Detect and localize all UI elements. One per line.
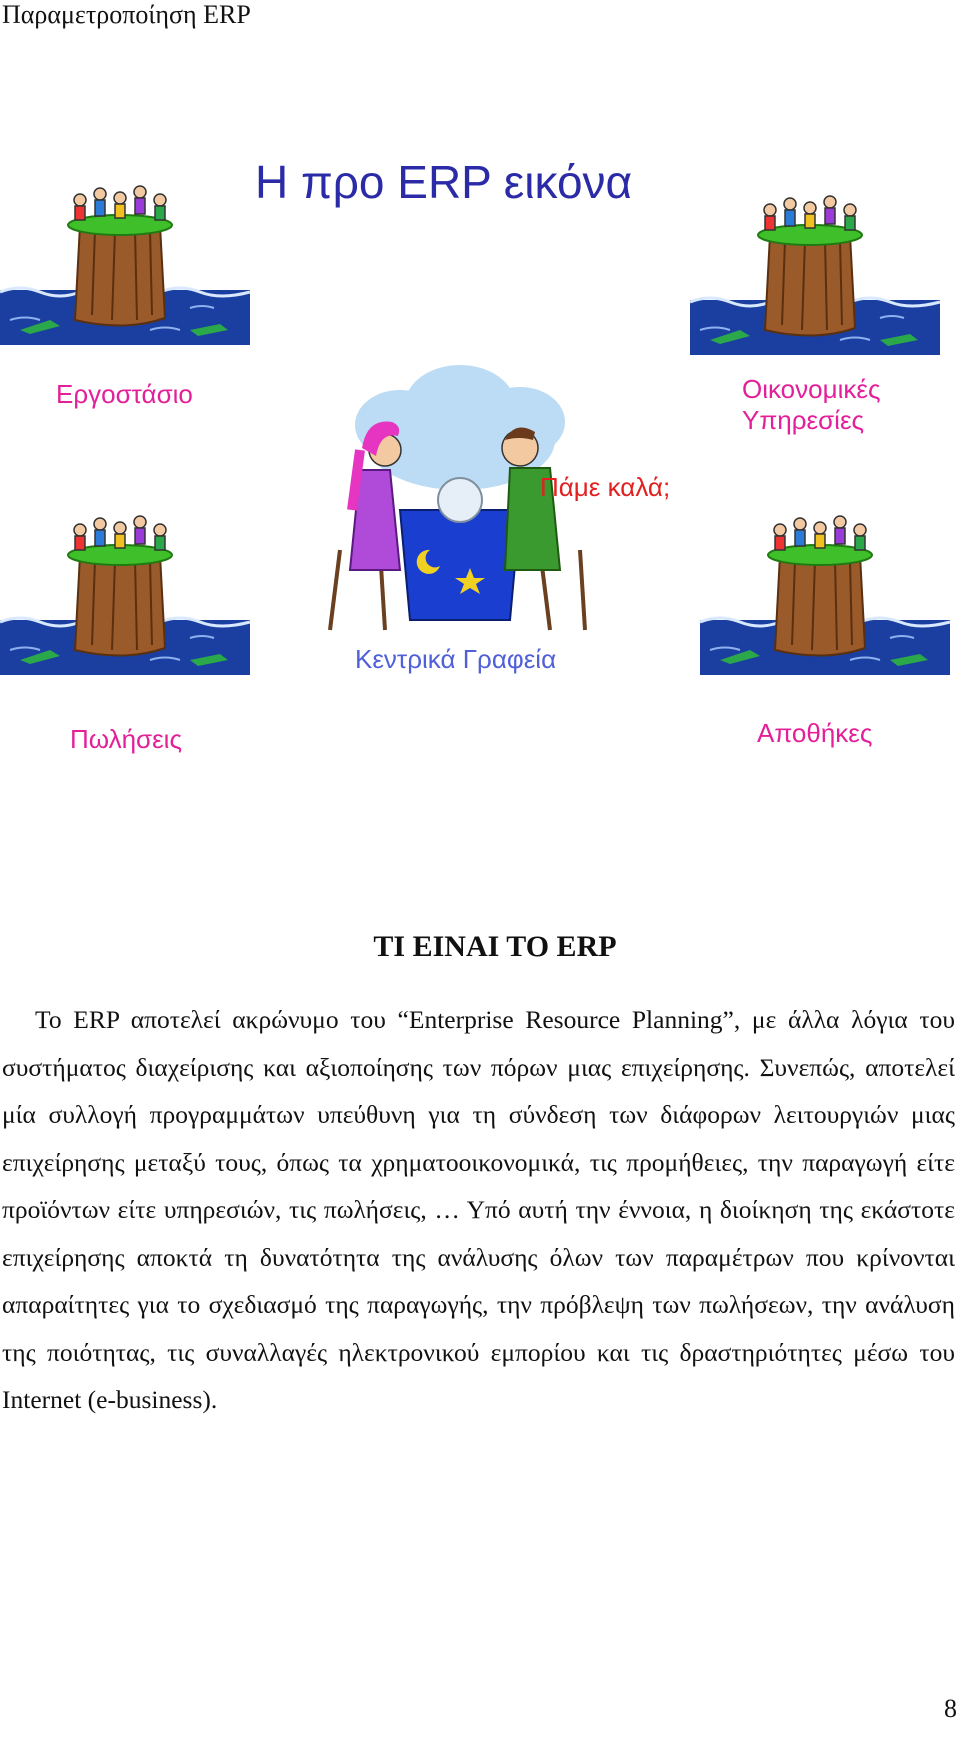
illustration-title: Η προ ERP εικόνα — [255, 156, 633, 208]
pre-erp-illustration — [0, 150, 960, 790]
fortune-table — [400, 478, 520, 620]
finance-island — [690, 196, 940, 355]
label-finance-line2: Υπηρεσίες — [742, 405, 865, 435]
body-paragraph — [2, 996, 955, 1424]
warehouses-island — [700, 516, 950, 675]
page-number: 8 — [944, 1694, 957, 1723]
illustration-canvas — [0, 150, 960, 790]
label-warehouses: Αποθήκες — [757, 718, 873, 748]
label-finance-line1: Οικονομικές — [742, 374, 881, 404]
label-sales: Πωλήσεις — [70, 724, 182, 754]
label-factory: Εργοστάσιο — [56, 379, 193, 409]
fortune-teller — [330, 422, 401, 630]
factory-island — [0, 186, 250, 345]
running-header: Παραμετροποίηση ERP — [2, 0, 251, 29]
paragraph-text: Το ERP αποτελεί ακρώνυμο του “Enterprise Resource Planning”, με άλλα λόγια του συστήματος διαχείρισης και αξιοποίησης των πόρων μιας επιχείρησης. Συνεπώς, αποτελεί μία συλλογή προγραμμάτων υπεύθυνη για τη σύνδεση των διάφορων λειτουργιών μιας επιχείρησης μεταξύ τους, όπως τα χρηματοοικονομικά, τις προμήθειες, την παραγωγή είτε προϊόντων είτε υπηρεσιών, τις πωλήσεις, … Υπό αυτή την έννοια, η διοίκηση της εκάστοτε επιχείρησης αποκτά τη δυνατότητα της ανάλυσης όλων των παραμέτρων που κρίνονται απαραίτητες για το σχεδιασμό της παραγωγής, την πρόβλεψη των πωλήσεων, την ανάλυση της ποιότητας, τις συναλλαγές ηλεκτρονικού εμπορίου και τις δραστηριότητες μέσω του Internet (e-business). — [2, 1005, 955, 1414]
speech-bubble-text: Πάμε καλά; — [540, 472, 671, 502]
section-title: ΤΙ ΕΙΝΑΙ ΤΟ ERP — [373, 930, 617, 963]
sales-island — [0, 516, 250, 675]
label-headquarters: Κεντρικά Γραφεία — [355, 644, 557, 674]
